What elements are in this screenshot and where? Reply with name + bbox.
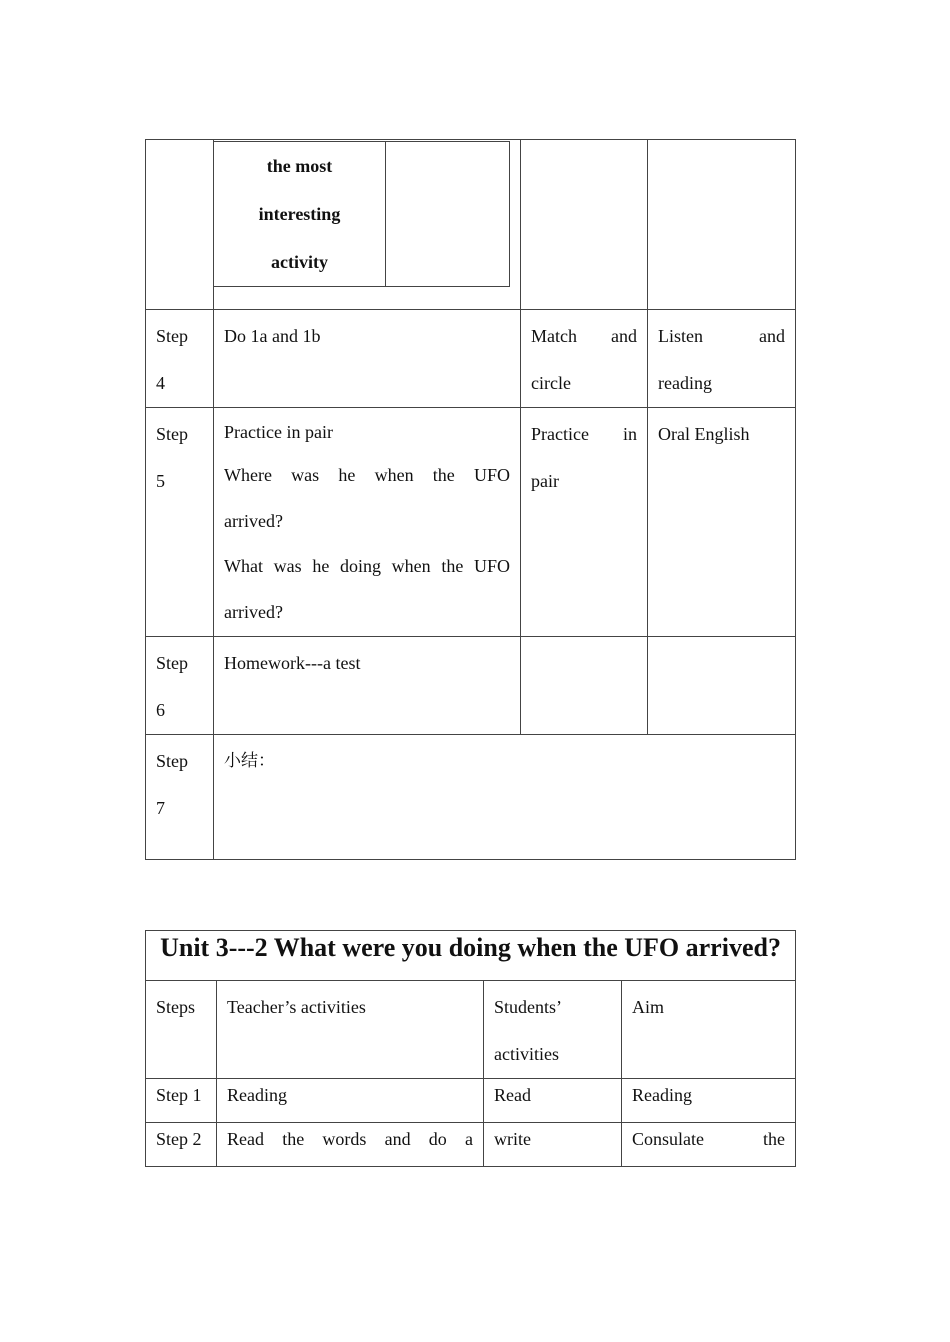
step-4-label: Step 4 bbox=[156, 326, 189, 393]
activity-line-1: the most bbox=[266, 156, 333, 176]
unit-3-2-lesson-table bbox=[145, 930, 796, 1167]
step-5-students: Practice in pair bbox=[531, 424, 637, 491]
activity-line-2: interesting bbox=[258, 204, 341, 224]
header-steps: Steps bbox=[156, 997, 196, 1017]
nested-empty-cell bbox=[386, 142, 510, 287]
header-students-activities: Students’ activities bbox=[494, 997, 563, 1064]
step-1-teacher: Reading bbox=[227, 1085, 287, 1105]
step-1-aim: Reading bbox=[632, 1085, 692, 1105]
step-6-aim bbox=[648, 637, 796, 735]
step-7-summary: 小结： bbox=[224, 751, 275, 771]
interesting-activity-label bbox=[214, 142, 386, 287]
step-5-label: Step 5 bbox=[156, 424, 189, 491]
header-aim: Aim bbox=[632, 997, 665, 1017]
nested-activity-cell bbox=[214, 140, 521, 310]
empty-students-cell bbox=[521, 140, 648, 310]
step-7-label: Step 7 bbox=[156, 751, 189, 818]
step-6-students bbox=[521, 637, 648, 735]
step-4-teacher: Do 1a and 1b bbox=[224, 326, 321, 346]
step-1-students: Read bbox=[494, 1085, 531, 1105]
empty-aim-cell bbox=[648, 140, 796, 310]
step-6-label: Step 6 bbox=[156, 653, 189, 720]
lesson-plan-table-continued bbox=[145, 139, 796, 860]
step-5-teacher: Practice in pair Where was he when the UFO arrived? What was he doing when the UFO arrived? bbox=[224, 422, 510, 622]
step-2-label: Step 2 bbox=[156, 1129, 202, 1149]
step-5-aim: Oral English bbox=[658, 424, 750, 444]
nested-activity-table bbox=[213, 141, 510, 287]
activity-line-3: activity bbox=[271, 252, 328, 272]
step-2-teacher: Read the words and do a bbox=[227, 1129, 473, 1149]
step-4-students: Match and circle bbox=[531, 326, 637, 393]
header-teacher-activities: Teacher’s activities bbox=[227, 997, 366, 1017]
step-1-label: Step 1 bbox=[156, 1085, 202, 1105]
step-2-students: write bbox=[494, 1129, 531, 1149]
empty-step-cell bbox=[146, 140, 214, 310]
step-2-aim: Consulate the bbox=[632, 1129, 786, 1149]
step-4-aim: Listen and reading bbox=[658, 326, 785, 393]
step-6-teacher: Homework---a test bbox=[224, 653, 361, 673]
lesson-title: Unit 3---2 What were you doing when the UFO arrived? bbox=[146, 931, 796, 981]
